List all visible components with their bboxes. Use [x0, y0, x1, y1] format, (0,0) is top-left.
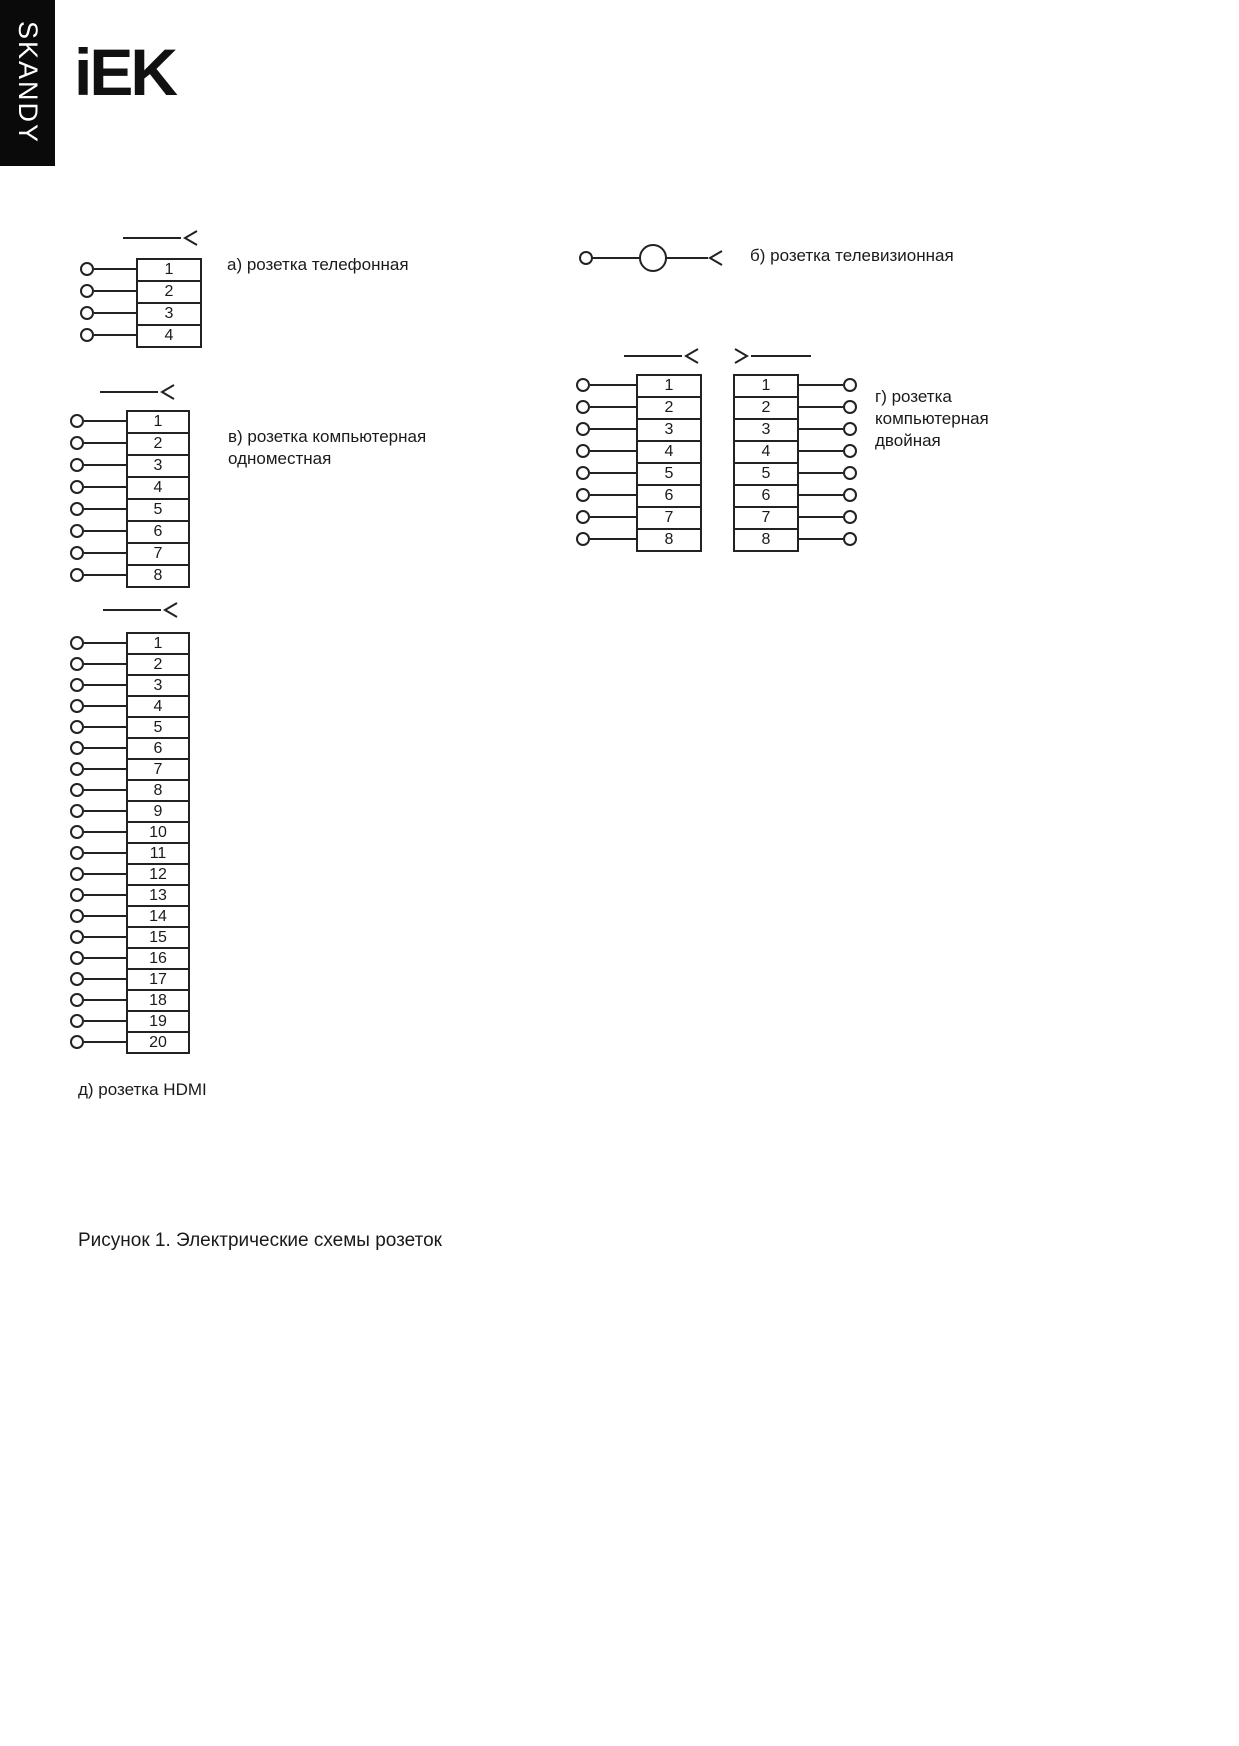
wire-line: [590, 494, 636, 496]
contact-circle-icon: [70, 657, 84, 671]
contact-circle-icon: [843, 378, 857, 392]
contact-circle-icon: [70, 867, 84, 881]
pin-row: [576, 484, 702, 506]
diagram-label-line: в) розетка компьютерная: [228, 427, 427, 446]
pin-number-cell: 4: [136, 324, 202, 348]
diagram-label: д) розетка HDMI: [78, 1080, 207, 1099]
pin-row: [70, 410, 190, 432]
pin-row: [70, 842, 190, 863]
pin-row: [70, 926, 190, 947]
pin-row: [733, 440, 857, 462]
pin-number-cell: 8: [126, 779, 190, 802]
pin-block-left: [576, 374, 702, 550]
plug-symbol-right-icon: [733, 348, 813, 364]
pin-number-cell: 17: [126, 968, 190, 991]
diagram-label-line: двойная: [875, 431, 941, 450]
pin-row: [70, 1010, 190, 1031]
wire-line: [84, 420, 126, 422]
contact-circle-icon: [70, 846, 84, 860]
pin-row: [70, 821, 190, 842]
wire-line: [84, 873, 126, 875]
diagram-label: б) розетка телевизионная: [750, 246, 954, 265]
contact-circle-icon: [70, 993, 84, 1007]
pin-row: [70, 989, 190, 1010]
pin-block: [70, 410, 190, 586]
diagram-label: [875, 386, 989, 452]
pin-number-cell: 8: [733, 528, 799, 552]
pin-row: [576, 506, 702, 528]
contact-circle-icon: [70, 678, 84, 692]
contact-circle-icon: [70, 502, 84, 516]
contact-circle-icon: [843, 532, 857, 546]
pin-number-cell: 1: [636, 374, 702, 398]
wire-line: [84, 747, 126, 749]
contact-circle-icon: [70, 458, 84, 472]
contact-circle-icon: [80, 284, 94, 298]
contact-circle-icon: [70, 783, 84, 797]
tv-socket-symbol-icon: [578, 242, 728, 274]
pin-row: [70, 632, 190, 653]
wire-line: [590, 384, 636, 386]
pin-number-cell: 1: [126, 410, 190, 434]
pin-number-cell: 18: [126, 989, 190, 1012]
wire-line: [799, 406, 843, 408]
contact-circle-icon: [843, 466, 857, 480]
pin-row: [70, 863, 190, 884]
pin-number-cell: 1: [126, 632, 190, 655]
contact-circle-icon: [576, 488, 590, 502]
contact-circle-icon: [70, 804, 84, 818]
wire-line: [84, 1041, 126, 1043]
contact-circle-icon: [576, 466, 590, 480]
wire-line: [84, 508, 126, 510]
pin-number-cell: 1: [733, 374, 799, 398]
pin-number-cell: 9: [126, 800, 190, 823]
wire-line: [84, 530, 126, 532]
pin-row: [70, 476, 190, 498]
contact-circle-icon: [576, 510, 590, 524]
wire-line: [590, 472, 636, 474]
diagram-label-line: г) розетка: [875, 387, 952, 406]
contact-circle-icon: [843, 400, 857, 414]
pin-number-cell: 5: [126, 716, 190, 739]
contact-circle-icon: [576, 444, 590, 458]
pin-number-cell: 10: [126, 821, 190, 844]
pin-number-cell: 8: [636, 528, 702, 552]
pin-number-cell: 7: [636, 506, 702, 530]
pin-number-cell: 6: [126, 520, 190, 544]
wire-line: [94, 312, 136, 314]
contact-circle-icon: [70, 546, 84, 560]
contact-circle-icon: [576, 378, 590, 392]
contact-circle-icon: [843, 422, 857, 436]
contact-circle-icon: [70, 909, 84, 923]
pin-block: [70, 632, 190, 1052]
pin-number-cell: 3: [136, 302, 202, 326]
pin-number-cell: 6: [733, 484, 799, 508]
pin-number-cell: 7: [126, 758, 190, 781]
pin-block: [80, 258, 202, 346]
wire-line: [799, 428, 843, 430]
contact-circle-icon: [70, 524, 84, 538]
wire-line: [84, 684, 126, 686]
pin-row: [80, 258, 202, 280]
pin-number-cell: 2: [733, 396, 799, 420]
contact-circle-icon: [80, 262, 94, 276]
contact-circle-icon: [70, 720, 84, 734]
pin-number-cell: 5: [636, 462, 702, 486]
wire-line: [84, 978, 126, 980]
pin-row: [733, 528, 857, 550]
pin-number-cell: 3: [126, 454, 190, 478]
contact-circle-icon: [80, 306, 94, 320]
pin-number-cell: 14: [126, 905, 190, 928]
pin-row: [576, 462, 702, 484]
wire-line: [94, 334, 136, 336]
wire-line: [84, 894, 126, 896]
contact-circle-icon: [70, 1035, 84, 1049]
contact-circle-icon: [843, 510, 857, 524]
pin-row: [70, 779, 190, 800]
contact-circle-icon: [70, 699, 84, 713]
wire-line: [84, 486, 126, 488]
pin-row: [70, 432, 190, 454]
wire-line: [590, 516, 636, 518]
pin-number-cell: 4: [733, 440, 799, 464]
pin-row: [733, 374, 857, 396]
pin-row: [70, 674, 190, 695]
wire-line: [799, 494, 843, 496]
pin-row: [576, 418, 702, 440]
plug-symbol-icon: [123, 230, 203, 246]
pin-row: [70, 968, 190, 989]
wire-line: [94, 290, 136, 292]
pin-row: [70, 800, 190, 821]
wire-line: [84, 464, 126, 466]
wire-line: [84, 442, 126, 444]
contact-circle-icon: [70, 480, 84, 494]
pin-row: [576, 528, 702, 550]
pin-row: [70, 1031, 190, 1052]
pin-row: [70, 564, 190, 586]
contact-circle-icon: [70, 741, 84, 755]
wire-line: [84, 705, 126, 707]
pin-row: [70, 542, 190, 564]
pin-row: [733, 462, 857, 484]
iek-logo: iEK: [74, 35, 176, 109]
pin-row: [70, 653, 190, 674]
pin-row: [70, 520, 190, 542]
pin-number-cell: 5: [126, 498, 190, 522]
contact-circle-icon: [70, 636, 84, 650]
pin-row: [70, 498, 190, 520]
pin-number-cell: 8: [126, 564, 190, 588]
contact-circle-icon: [70, 1014, 84, 1028]
contact-circle-icon: [576, 400, 590, 414]
wire-line: [799, 450, 843, 452]
wire-line: [84, 642, 126, 644]
pin-row: [733, 506, 857, 528]
pin-row: [80, 280, 202, 302]
wire-line: [799, 516, 843, 518]
pin-number-cell: 3: [636, 418, 702, 442]
pin-number-cell: 1: [136, 258, 202, 282]
diagram-label-line: компьютерная: [875, 409, 989, 428]
pin-number-cell: 6: [636, 484, 702, 508]
contact-circle-icon: [80, 328, 94, 342]
contact-circle-icon: [576, 422, 590, 436]
contact-circle-icon: [70, 568, 84, 582]
pin-row: [70, 947, 190, 968]
pin-number-cell: 5: [733, 462, 799, 486]
pin-number-cell: 20: [126, 1031, 190, 1054]
wire-line: [84, 663, 126, 665]
pin-number-cell: 7: [733, 506, 799, 530]
pin-row: [70, 737, 190, 758]
wire-line: [84, 936, 126, 938]
pin-number-cell: 16: [126, 947, 190, 970]
pin-number-cell: 15: [126, 926, 190, 949]
pin-row: [70, 716, 190, 737]
pin-row: [733, 396, 857, 418]
wire-line: [84, 999, 126, 1001]
diagram-label-line: одноместная: [228, 449, 332, 468]
pin-number-cell: 2: [136, 280, 202, 304]
contact-circle-icon: [70, 414, 84, 428]
pin-row: [80, 302, 202, 324]
contact-circle-icon: [70, 762, 84, 776]
pin-row: [70, 454, 190, 476]
wire-line: [590, 406, 636, 408]
contact-circle-icon: [70, 888, 84, 902]
wire-line: [84, 726, 126, 728]
figure-caption: Рисунок 1. Электрические схемы розеток: [78, 1230, 442, 1251]
brand-sidebar: [0, 0, 55, 166]
pin-number-cell: 3: [733, 418, 799, 442]
pin-number-cell: 4: [126, 695, 190, 718]
wire-line: [84, 831, 126, 833]
wire-line: [84, 957, 126, 959]
contact-circle-icon: [576, 532, 590, 546]
wire-line: [84, 852, 126, 854]
contact-circle-icon: [843, 444, 857, 458]
wire-line: [84, 552, 126, 554]
wire-line: [84, 789, 126, 791]
pin-row: [70, 905, 190, 926]
pin-number-cell: 4: [126, 476, 190, 500]
pin-row: [70, 758, 190, 779]
contact-circle-icon: [70, 825, 84, 839]
plug-symbol-icon: [100, 384, 180, 400]
pin-row: [576, 396, 702, 418]
pin-row: [576, 374, 702, 396]
contact-circle-icon: [70, 972, 84, 986]
wire-line: [84, 810, 126, 812]
plug-symbol-left-icon: [624, 348, 704, 364]
pin-number-cell: 12: [126, 863, 190, 886]
contact-circle-icon: [843, 488, 857, 502]
wire-line: [84, 1020, 126, 1022]
wire-line: [94, 268, 136, 270]
plug-symbol-icon: [103, 602, 183, 618]
wire-line: [84, 574, 126, 576]
contact-circle-icon: [70, 436, 84, 450]
pin-number-cell: 6: [126, 737, 190, 760]
wire-line: [590, 450, 636, 452]
wire-line: [799, 472, 843, 474]
pin-row: [576, 440, 702, 462]
brand-name-vertical: SKANDY: [13, 21, 43, 145]
pin-number-cell: 7: [126, 542, 190, 566]
pin-row: [70, 884, 190, 905]
pin-row: [733, 484, 857, 506]
pin-number-cell: 19: [126, 1010, 190, 1033]
contact-circle-icon: [70, 951, 84, 965]
wire-line: [799, 538, 843, 540]
contact-circle-icon: [70, 930, 84, 944]
wire-line: [590, 428, 636, 430]
pin-number-cell: 11: [126, 842, 190, 865]
pin-number-cell: 13: [126, 884, 190, 907]
pin-number-cell: 2: [636, 396, 702, 420]
pin-block-right: [733, 374, 857, 550]
pin-number-cell: 3: [126, 674, 190, 697]
wire-line: [590, 538, 636, 540]
pin-row: [70, 695, 190, 716]
wire-line: [799, 384, 843, 386]
pin-number-cell: 2: [126, 432, 190, 456]
pin-number-cell: 4: [636, 440, 702, 464]
wire-line: [84, 915, 126, 917]
diagram-label: [228, 426, 426, 470]
diagram-label: а) розетка телефонная: [227, 255, 409, 274]
pin-number-cell: 2: [126, 653, 190, 676]
pin-row: [733, 418, 857, 440]
pin-row: [80, 324, 202, 346]
wire-line: [84, 768, 126, 770]
